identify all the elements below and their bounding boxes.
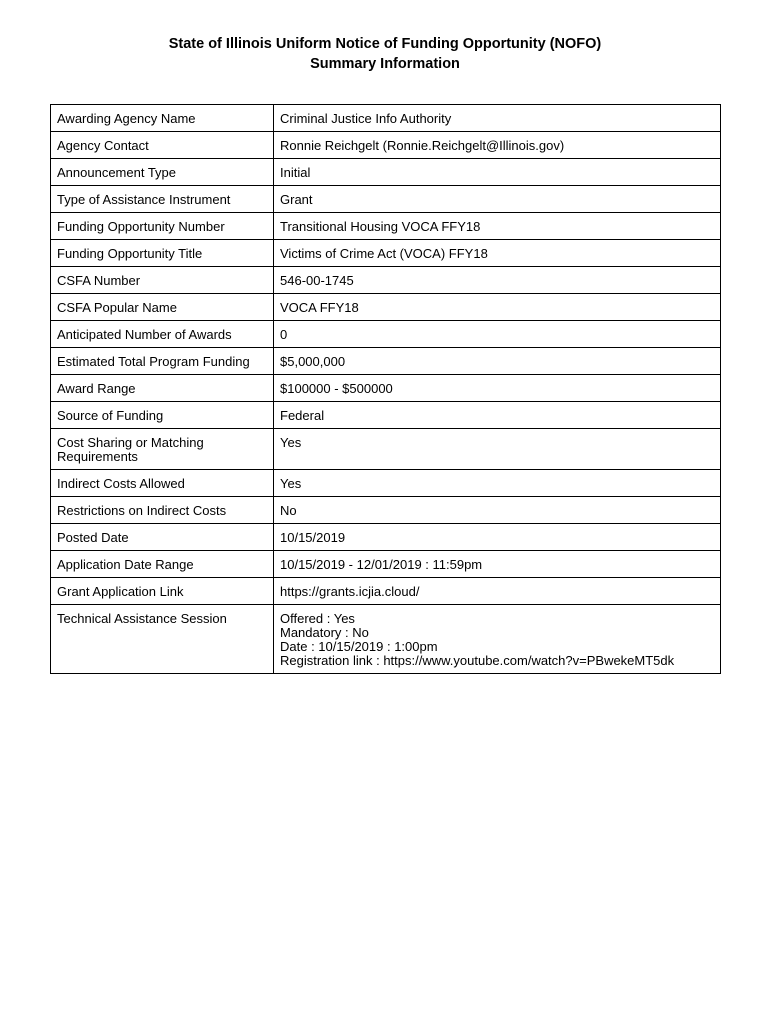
row-label: Award Range [51,375,274,402]
row-value: 0 [274,321,721,348]
row-label: Estimated Total Program Funding [51,348,274,375]
row-label: Funding Opportunity Number [51,213,274,240]
row-value: $5,000,000 [274,348,721,375]
table-row-indirect-cost-restrictions [51,497,721,524]
row-value: Transitional Housing VOCA FFY18 [274,213,721,240]
title-line-1: State of Illinois Uniform Notice of Funding Opportunity (NOFO) [168,36,602,52]
table-row-source-of-funding [51,402,721,429]
table-row-assistance-instrument [51,186,721,213]
table-row-csfa-popular-name [51,294,721,321]
row-label: Agency Contact [51,132,274,159]
row-label: CSFA Number [51,267,274,294]
row-label: Indirect Costs Allowed [51,470,274,497]
table-row-funding-opportunity-title [51,240,721,267]
table-row-posted-date [51,524,721,551]
row-value: Ronnie Reichgelt (Ronnie.Reichgelt@Illinois.gov) [274,132,721,159]
row-label: Restrictions on Indirect Costs [51,497,274,524]
row-label: Application Date Range [51,551,274,578]
row-label: Posted Date [51,524,274,551]
row-value: Yes [274,470,721,497]
row-label: Anticipated Number of Awards [51,321,274,348]
table-row-announcement-type [51,159,721,186]
row-value: VOCA FFY18 [274,294,721,321]
table-row-anticipated-awards [51,321,721,348]
row-label: Announcement Type [51,159,274,186]
row-value: Yes [274,429,721,470]
row-label: Awarding Agency Name [51,105,274,132]
table-row-technical-assistance [51,605,721,674]
row-label: Grant Application Link [51,578,274,605]
row-value: Grant [274,186,721,213]
table-row-indirect-costs-allowed [51,470,721,497]
row-label: Source of Funding [51,402,274,429]
row-value: 10/15/2019 [274,524,721,551]
row-value: Offered : Yes Mandatory : No Date : 10/15/2019 : 1:00pm Registration link : https://www.youtube.com/watch?v=PBwekeMT5dk [274,605,721,674]
row-label: Technical Assistance Session [51,605,274,674]
title-line-2: Summary Information [310,56,460,72]
row-label: Cost Sharing or Matching Requirements [51,429,274,470]
row-value: 546-00-1745 [274,267,721,294]
row-value: Federal [274,402,721,429]
table-row-estimated-funding [51,348,721,375]
table-row-cost-sharing [51,429,721,470]
table-row-grant-application-link [51,578,721,605]
table-row-funding-opportunity-number [51,213,721,240]
row-value: No [274,497,721,524]
row-label: Funding Opportunity Title [51,240,274,267]
table-row-application-date-range [51,551,721,578]
row-value: $100000 - $500000 [274,375,721,402]
table-row-agency-contact [51,132,721,159]
row-label: Type of Assistance Instrument [51,186,274,213]
nofo-summary-table [50,104,721,674]
row-label: CSFA Popular Name [51,294,274,321]
table-row-awarding-agency [51,105,721,132]
document-title [0,34,770,74]
table-row-csfa-number [51,267,721,294]
row-value: Criminal Justice Info Authority [274,105,721,132]
row-value: https://grants.icjia.cloud/ [274,578,721,605]
row-value: Initial [274,159,721,186]
row-value: Victims of Crime Act (VOCA) FFY18 [274,240,721,267]
table-row-award-range [51,375,721,402]
row-value: 10/15/2019 - 12/01/2019 : 11:59pm [274,551,721,578]
